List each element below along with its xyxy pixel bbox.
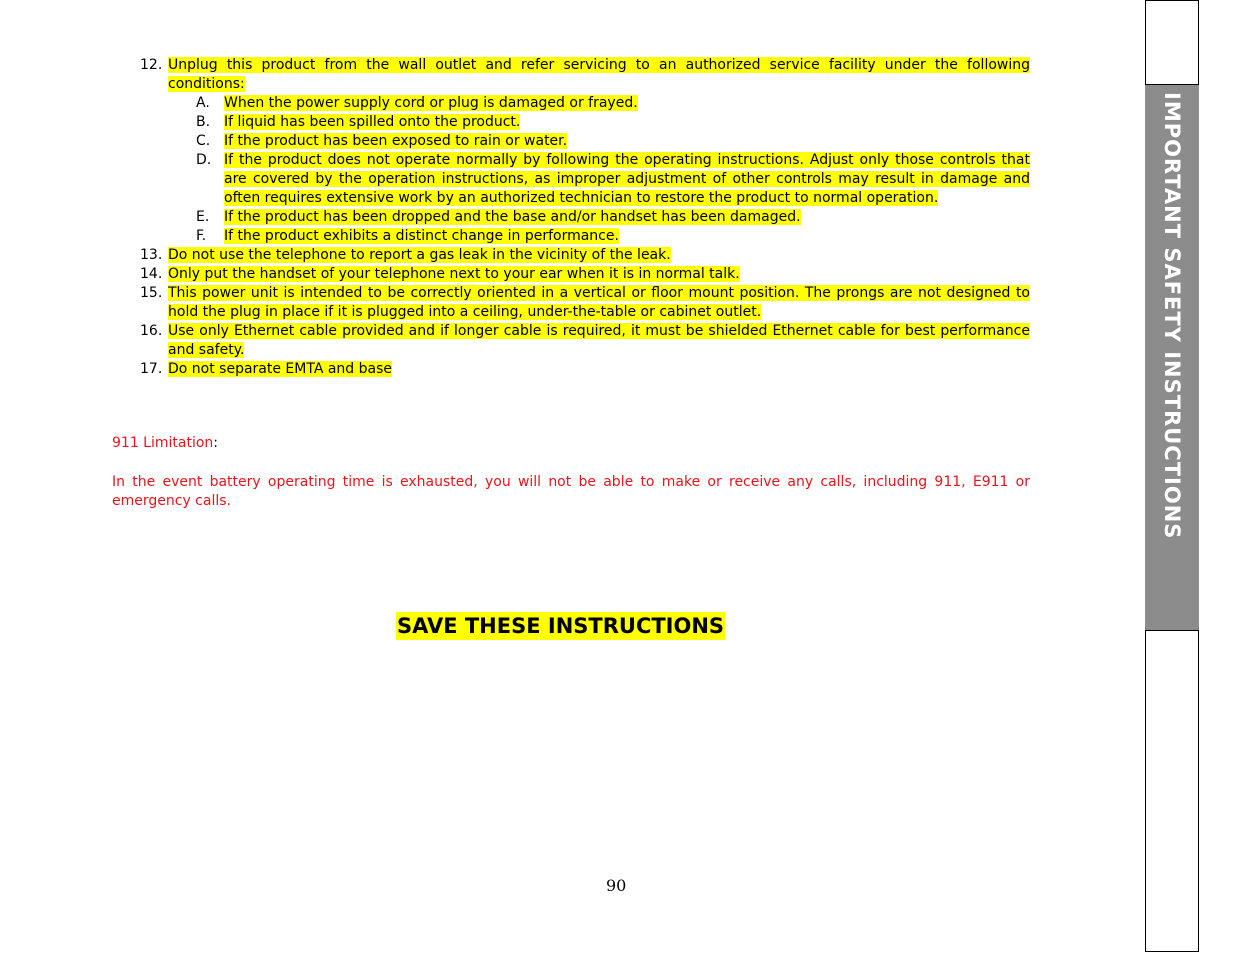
item-number: 12. [140,57,163,73]
side-tab-label: IMPORTANT SAFETY INSTRUCTIONS [1160,92,1184,540]
sub-item-letter: D. [196,152,212,168]
sub-item-text: If liquid has been spilled onto the product. [224,114,521,130]
sub-list-item [196,208,1030,227]
sub-item-text: If the product does not operate normally by following the operating instructions. Adjust only those controls that are covered by the operation instructions, as improper adjustment of other controls may result in damage and often requires extensive work by an authorized technician to restore the product to normal operation. [224,152,1030,206]
item-number: 13. [140,247,163,263]
item-number: 17. [140,361,163,377]
sub-list-item [196,227,1030,246]
item-text: Do not separate EMTA and base [168,361,393,377]
item-number: 14. [140,266,163,282]
sub-item-text: When the power supply cord or plug is damaged or frayed. [224,95,638,111]
limitation-colon: : [213,435,218,451]
item-text: Unplug this product from the wall outlet and refer servicing to an authorized service facility under the following conditions: [168,57,1030,92]
sub-item-text: If the product exhibits a distinct change in performance. [224,228,619,244]
sub-item-letter: C. [196,133,211,149]
sub-list-item [196,132,1030,151]
list-item [140,360,1030,379]
sub-item-letter: F. [196,228,207,244]
list-item [140,322,1030,360]
item-text: Only put the handset of your telephone next to your ear when it is in normal talk. [168,266,740,282]
item-number: 15. [140,285,163,301]
sub-list-item [196,94,1030,113]
item-text: This power unit is intended to be correctly oriented in a vertical or floor mount position. The prongs are not designed to hold the plug in place if it is plugged into a ceiling, under-the-table or cabinet outlet. [168,285,1030,320]
sub-item-text: If the product has been exposed to rain or water. [224,133,568,149]
list-item [140,284,1030,322]
save-instructions-heading: SAVE THESE INSTRUCTIONS [397,614,725,638]
sub-item-text: If the product has been dropped and the base and/or handset has been damaged. [224,209,801,225]
list-item [140,246,1030,265]
sub-item-letter: E. [196,209,210,225]
item-text: Use only Ethernet cable provided and if longer cable is required, it must be shielded Ethernet cable for best performance and safety. [168,323,1030,358]
safety-list [140,56,1030,379]
page-number: 90 [606,876,627,895]
sub-item-letter: B. [196,114,211,130]
limitation-body: In the event battery operating time is exhausted, you will not be able to make or receive any calls, including 911, E911 or emergency calls. [112,474,1030,509]
limitation-heading [112,435,218,451]
limitation-title: 911 Limitation [112,435,214,451]
sub-item-letter: A. [196,95,210,111]
list-item [140,56,1030,94]
list-item [140,265,1030,284]
item-text: Do not use the telephone to report a gas leak in the vicinity of the leak. [168,247,671,263]
sub-list-item [196,151,1030,208]
item-number: 16. [140,323,163,339]
sub-list-item [196,113,1030,132]
